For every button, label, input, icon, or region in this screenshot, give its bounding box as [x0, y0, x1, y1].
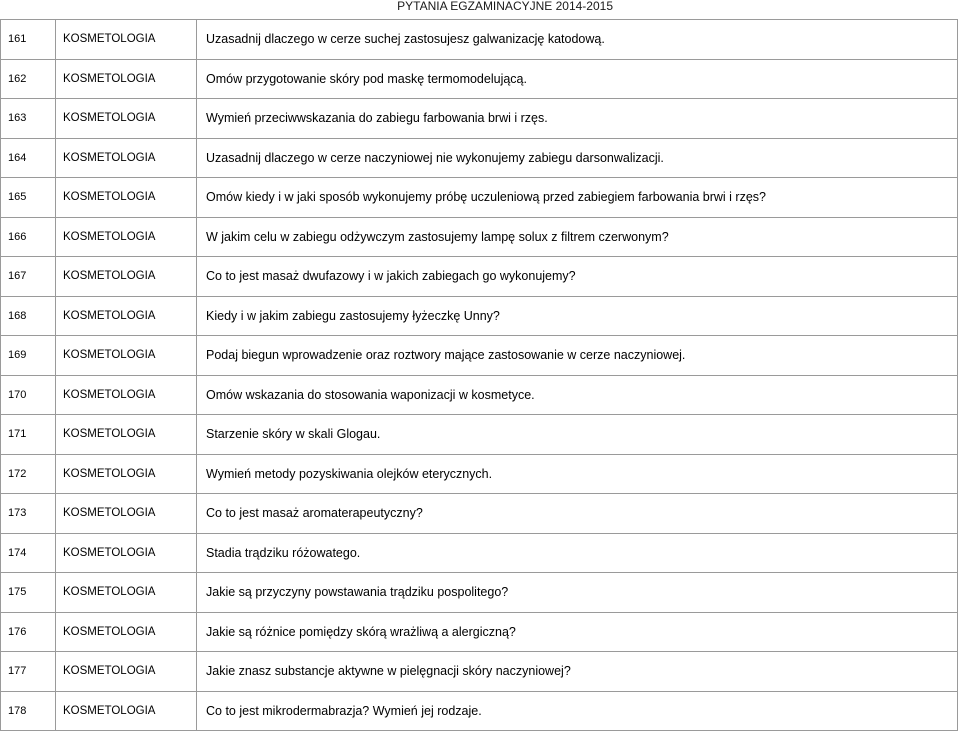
question-text: Podaj biegun wprowadzenie oraz roztwory mające zastosowanie w cerze naczyniowej.	[197, 336, 958, 376]
question-category: KOSMETOLOGIA	[56, 217, 197, 257]
table-row	[1, 612, 958, 652]
question-category: KOSMETOLOGIA	[56, 612, 197, 652]
question-text: Jakie są różnice pomiędzy skórą wrażliwą a alergiczną?	[197, 612, 958, 652]
table-row	[1, 20, 958, 60]
question-number: 173	[1, 494, 56, 534]
question-category: KOSMETOLOGIA	[56, 178, 197, 218]
question-category: KOSMETOLOGIA	[56, 20, 197, 60]
table-row	[1, 257, 958, 297]
question-number: 174	[1, 533, 56, 573]
question-text: Starzenie skóry w skali Glogau.	[197, 415, 958, 455]
question-category: KOSMETOLOGIA	[56, 138, 197, 178]
question-number: 162	[1, 59, 56, 99]
question-number: 176	[1, 612, 56, 652]
question-category: KOSMETOLOGIA	[56, 59, 197, 99]
question-category: KOSMETOLOGIA	[56, 296, 197, 336]
table-row	[1, 494, 958, 534]
question-number: 165	[1, 178, 56, 218]
table-row	[1, 59, 958, 99]
question-number: 167	[1, 257, 56, 297]
question-number: 172	[1, 454, 56, 494]
question-number: 171	[1, 415, 56, 455]
question-number: 164	[1, 138, 56, 178]
question-text: Jakie znasz substancje aktywne w pielęgnacji skóry naczyniowej?	[197, 652, 958, 692]
question-category: KOSMETOLOGIA	[56, 691, 197, 731]
question-number: 169	[1, 336, 56, 376]
table-row	[1, 573, 958, 613]
question-number: 177	[1, 652, 56, 692]
question-category: KOSMETOLOGIA	[56, 375, 197, 415]
question-category: KOSMETOLOGIA	[56, 99, 197, 139]
question-number: 178	[1, 691, 56, 731]
question-category: KOSMETOLOGIA	[56, 573, 197, 613]
questions-table-body	[1, 20, 958, 731]
question-category: KOSMETOLOGIA	[56, 652, 197, 692]
question-number: 175	[1, 573, 56, 613]
table-row	[1, 691, 958, 731]
question-text: Co to jest masaż dwufazowy i w jakich zabiegach go wykonujemy?	[197, 257, 958, 297]
table-row	[1, 99, 958, 139]
table-row	[1, 217, 958, 257]
question-text: Co to jest mikrodermabrazja? Wymień jej rodzaje.	[197, 691, 958, 731]
question-category: KOSMETOLOGIA	[56, 336, 197, 376]
question-text: Wymień przeciwwskazania do zabiegu farbowania brwi i rzęs.	[197, 99, 958, 139]
question-text: Omów przygotowanie skóry pod maskę termomodelującą.	[197, 59, 958, 99]
question-text: Wymień metody pozyskiwania olejków eterycznych.	[197, 454, 958, 494]
table-row	[1, 454, 958, 494]
question-text: Jakie są przyczyny powstawania trądziku pospolitego?	[197, 573, 958, 613]
question-text: Co to jest masaż aromaterapeutyczny?	[197, 494, 958, 534]
page-title: PYTANIA EGZAMINACYJNE 2014-2015	[397, 0, 613, 13]
question-number: 163	[1, 99, 56, 139]
table-row	[1, 138, 958, 178]
question-category: KOSMETOLOGIA	[56, 454, 197, 494]
question-text: Omów wskazania do stosowania waponizacji w kosmetyce.	[197, 375, 958, 415]
question-text: Uzasadnij dlaczego w cerze suchej zastosujesz galwanizację katodową.	[197, 20, 958, 60]
table-row	[1, 336, 958, 376]
table-row	[1, 652, 958, 692]
question-text: W jakim celu w zabiegu odżywczym zastosujemy lampę solux z filtrem czerwonym?	[197, 217, 958, 257]
table-row	[1, 533, 958, 573]
question-text: Uzasadnij dlaczego w cerze naczyniowej nie wykonujemy zabiegu darsonwalizacji.	[197, 138, 958, 178]
question-text: Omów kiedy i w jaki sposób wykonujemy próbę uczuleniową przed zabiegiem farbowania brwi i rzęs?	[197, 178, 958, 218]
questions-table	[0, 19, 958, 731]
question-number: 168	[1, 296, 56, 336]
table-row	[1, 415, 958, 455]
question-category: KOSMETOLOGIA	[56, 533, 197, 573]
question-text: Kiedy i w jakim zabiegu zastosujemy łyżeczkę Unny?	[197, 296, 958, 336]
question-number: 161	[1, 20, 56, 60]
question-number: 166	[1, 217, 56, 257]
question-category: KOSMETOLOGIA	[56, 494, 197, 534]
table-row	[1, 296, 958, 336]
page-header	[0, 0, 959, 19]
question-text: Stadia trądziku różowatego.	[197, 533, 958, 573]
table-row	[1, 375, 958, 415]
question-category: KOSMETOLOGIA	[56, 415, 197, 455]
question-number: 170	[1, 375, 56, 415]
table-row	[1, 178, 958, 218]
question-category: KOSMETOLOGIA	[56, 257, 197, 297]
